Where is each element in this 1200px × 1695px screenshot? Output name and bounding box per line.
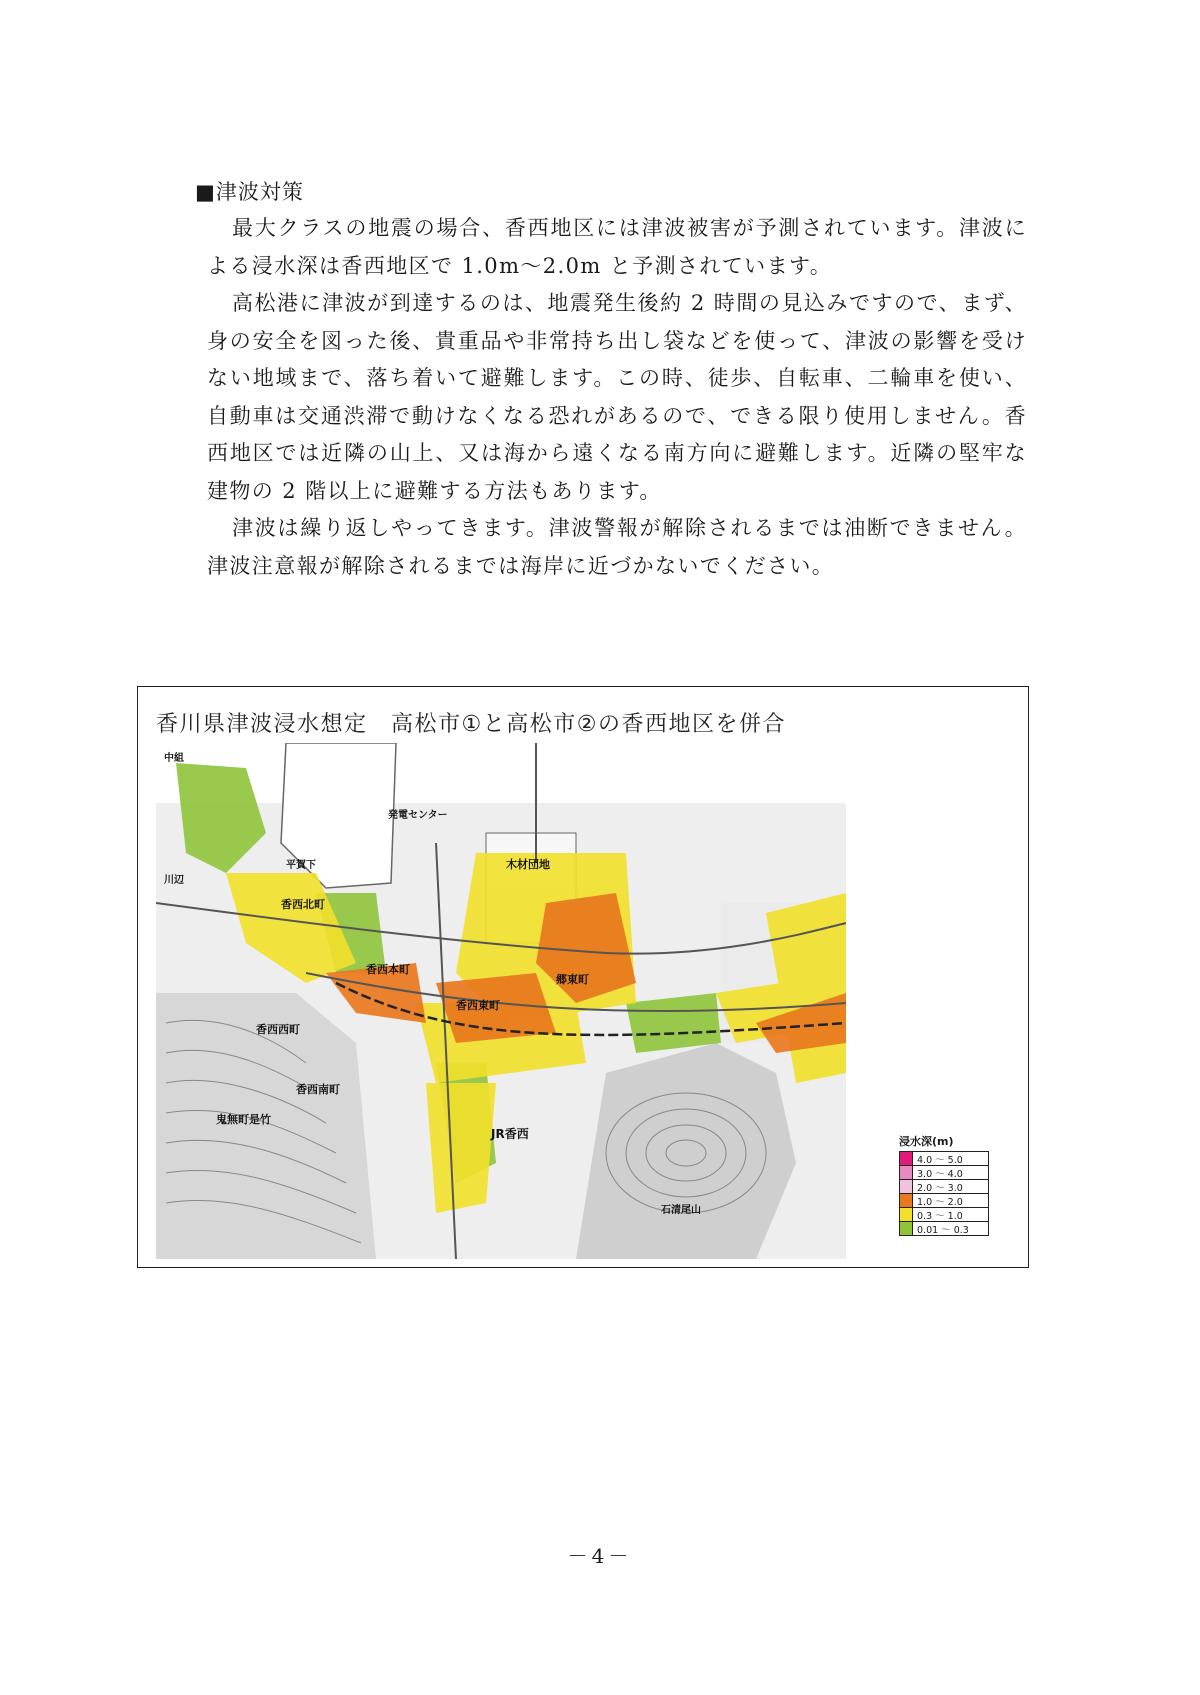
map-label-nakagumi: 中組 (164, 753, 184, 764)
paragraph-2: 高松港に津波が到達するのは、地震発生後約 2 時間の見込みですので、まず、身の安全を図った後、貴重品や非常持ち出し袋などを使って、津波の影響を受けない地域まで、落ち着いて避難します。この時、徒歩、自転車、二輪車を使い、自動車は交通渋滞で動けなくなる恐れがあるので、できる限り使用しません。香西地区では近隣の山上、又は海から遠くなる南方向に避難します。近隣の堅牢な建物の 2 階以上に避難する方法もあります。 (207, 291, 1027, 503)
paragraph-1: 最大クラスの地震の場合、香西地区には津波被害が予測されています。津波による浸水深は香西地区で 1.0m～2.0m と予測されています。 (207, 216, 1027, 278)
legend-swatch (900, 1194, 913, 1207)
legend-row (900, 1221, 988, 1235)
legend-row (900, 1152, 988, 1165)
legend-swatch (900, 1180, 913, 1193)
map-label-mokuzai: 木材団地 (506, 858, 550, 871)
depth-legend (899, 1133, 989, 1236)
legend-range: 0.01 ～ 0.3 (917, 1224, 969, 1236)
paragraph-3: 津波は繰り返しやってきます。津波警報が解除されるまでは油断できません。津波注意報が解除されるまでは海岸に近づかないでください。 (207, 516, 1027, 578)
legend-row (900, 1193, 988, 1207)
map-label-kawabe: 川辺 (164, 875, 184, 886)
map-label-kozaikita: 香西北町 (281, 898, 325, 911)
legend-row (900, 1165, 988, 1179)
map-label-kozaihon: 香西本町 (366, 963, 410, 976)
legend-range: 0.3 ～ 1.0 (917, 1210, 963, 1222)
map-label-kozaihigashi: 香西東町 (456, 999, 500, 1012)
map-label-hiragashita: 平賀下 (286, 860, 316, 871)
map-label-kozaiminami: 香西南町 (296, 1083, 340, 1096)
legend-swatch (900, 1208, 913, 1221)
inundation-map (156, 743, 1014, 1259)
legend-swatch (900, 1166, 913, 1179)
map-label-jr-kozai: JR香西 (491, 1127, 529, 1141)
legend-swatch (900, 1152, 913, 1165)
tsunami-map-figure (137, 686, 1029, 1268)
figure-title: 香川県津波浸水想定 高松市①と高松市②の香西地区を併合 (156, 712, 786, 737)
legend-row (900, 1179, 988, 1193)
southeast-hills (576, 1043, 796, 1259)
legend-range: 2.0 ～ 3.0 (917, 1182, 963, 1194)
map-label-goto: 郷東町 (556, 973, 589, 986)
map-label-kinashi: 鬼無町是竹 (216, 1113, 271, 1126)
legend-table (899, 1151, 989, 1236)
map-label-kozainishi: 香西西町 (256, 1023, 300, 1036)
body-text (207, 210, 1027, 585)
map-label-hatsuden: 発電センター (388, 810, 448, 821)
page-number: －4－ (567, 1544, 633, 1568)
legend-title: 浸水深(m) (899, 1135, 954, 1148)
legend-range: 1.0 ～ 2.0 (917, 1196, 963, 1208)
legend-swatch (900, 1222, 913, 1235)
legend-row (900, 1207, 988, 1221)
map-label-ishiseoyama: 石清尾山 (661, 1205, 701, 1216)
inundation-map-svg (156, 743, 1014, 1259)
legend-range: 4.0 ～ 5.0 (917, 1154, 963, 1166)
legend-range: 3.0 ～ 4.0 (917, 1168, 963, 1180)
section-heading: ■津波対策 (195, 180, 304, 204)
